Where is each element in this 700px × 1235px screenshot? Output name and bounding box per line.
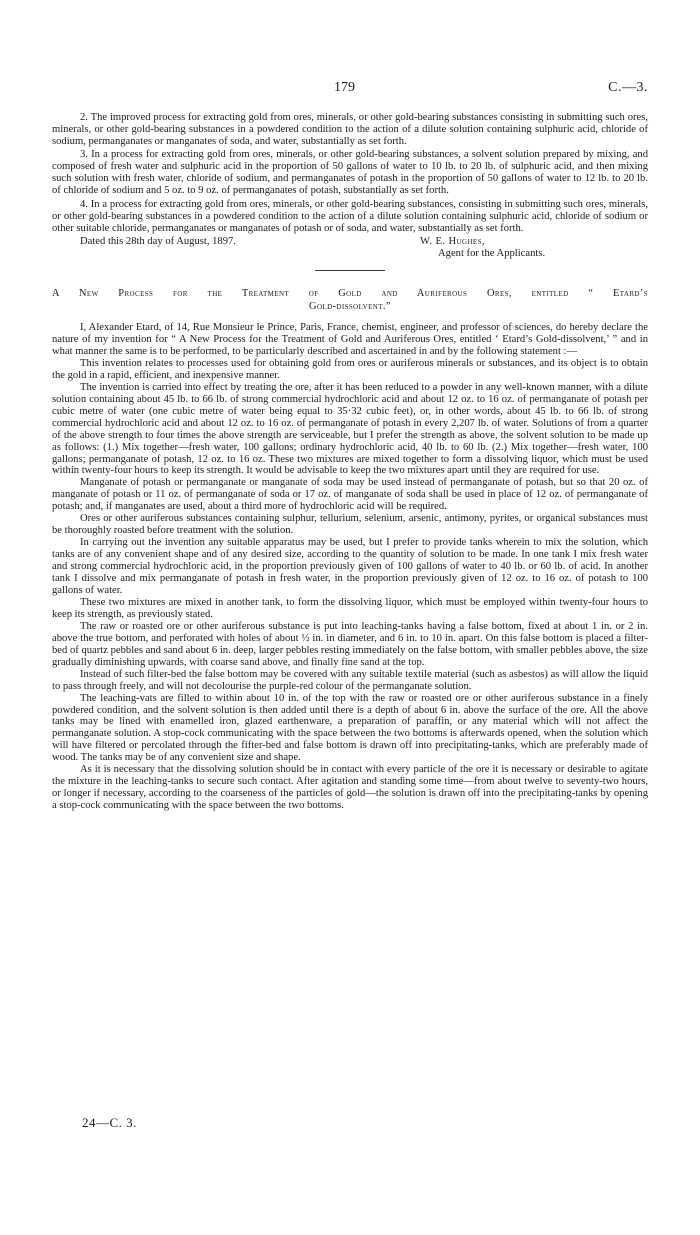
patent-claims xyxy=(52,112,648,235)
signature-block xyxy=(52,236,648,262)
paragraph-filter: Instead of such filter-bed the false bottom may be covered with any suitable textile material (such as asbestos) as will allow the liquid to pass through freely, and will not decolourise the purple-red colour of the permanganate solution. xyxy=(52,668,648,692)
section-title-line-1: A New Process for the Treatment of Gold and Auriferous Ores, entitled “ Etard’s xyxy=(52,288,648,300)
agent-name: W. E. Hughes, xyxy=(420,236,485,248)
paragraph-solution: The invention is carried into effect by treating the ore, after it has been reduced to a powder in any well-known manner, with a dilute solution containing about 45 lb. to 66 lb. of strong commercial hydrochloric acid and about 12 oz. to 16 oz. of permanganate of potash per cubic metre of water (one cubic metre of water being equal to 35·32 cubic feet), or, in other words, about 45 lb. to 66 lb. of strong commercial hydrochloric acid and about 12 oz. to 16 oz. of permanganate of potash in every 2,207 lb. of water. Solutions of from a quarter of the above strength to four times the above strength are serviceable, but I prefer the strength as above, the solvent solution to be made up as follows: (1.) Mix together—fresh water, 100 gallons; ordinary hydrochloric acid, 40 lb. to 60 lb. (2.) Mix together—fresh water, 100 gallons; permanganate of potash, 12 oz. to 16 oz. These two mixtures are mixed together to form a dissolving liquor, which must be used within twenty-four hours to keep its strength. It would be advisable to keep the two mixtures apart until they are required for use. xyxy=(52,381,648,477)
paragraph-leaching-vats: The leaching-vats are filled to within about 10 in. of the top with the raw or roasted ore or other auriferous substance in a finely powdered condition, and the solvent solution is then added until there is a depth of about 6 in. above the surface of the ore. All the above tanks may be lined with enamelled iron, glazed earthenware, a preparation of paraffin, or any material which will not affect the permanganate solution. A stop-cock communicating with the space between the two bottoms is afterwards opened, when the solution which will have filtered or percolated through the fifter-bed and false bottom is drawn off into precipitating-tanks, which are preferably made of wood. The tanks may be of any convenient size and shape. xyxy=(52,692,648,764)
section-divider xyxy=(315,270,385,271)
section-title-line-2: Gold-dissolvent.” xyxy=(309,301,391,313)
signature-mark: 24—C. 3. xyxy=(82,1115,137,1130)
page-content xyxy=(52,112,648,812)
agent-title: Agent for the Applicants. xyxy=(438,248,546,260)
claim-4: 4. In a process for extracting gold from ores, minerals, or other gold-bearing substances, consisting in submitting such ores, minerals, or other gold-bearing substances in a powdered condition to the action of a dilute solution containing sulphuric acid, chloride of sodium or other suitable chloride, permanganates or manganates of potash or of soda, and water, substantially as set forth. xyxy=(52,198,648,234)
document-reference: C.—3. xyxy=(608,80,648,95)
dated-line: Dated this 28th day of August, 1897. xyxy=(80,236,236,248)
page-header xyxy=(0,80,700,100)
section-title xyxy=(52,287,648,313)
page-number: 179 xyxy=(334,80,355,95)
specification-body xyxy=(52,322,648,812)
paragraph-leaching-tanks: The raw or roasted ore or other auriferous substance is put into leaching-tanks having a false bottom, fixed at about 1 in. or 2 in. above the true bottom, and perforated with holes of about ½ in. in diameter, and 6 in. to 10 in. apart. On this false bottom is placed a filter-bed of quartz pebbles and sand about 6 in. deep, larger pebbles resting immediately on the false bottom, with smaller pebbles above, the size gradually diminishing upwards, with coarse sand above, and finally fine sand at the top. xyxy=(52,620,648,668)
claim-3: 3. In a process for extracting gold from ores, minerals, or other gold-bearing substances, a solvent solution prepared by mixing, and composed of fresh water and sulphuric acid in the proportion of 50 gallons of water to 10 lb. to 20 lb. of sulphuric acid, and then mixing such solution with fresh water, chloride of sodium, and permanganates of potash in the proportion of 50 gallons of water to 12 lb. to 20 lb. of chloride of sodium and 5 oz. to 9 oz. of permanganates of potash, substantially as set forth. xyxy=(52,149,648,197)
paragraph-roasting: Ores or other auriferous substances containing sulphur, tellurium, selenium, arsenic, antimony, pyrites, or organical substances must be thoroughly roasted before treatment with the solution. xyxy=(52,513,648,537)
paragraph-apparatus: In carrying out the invention any suitable apparatus may be used, but I prefer to provide tanks wherein to mix the solution, which tanks are of any convenient shape and of any desired size, according to the quantity of solution to be made. In one tank I mix fresh water and strong commercial hydrochloric acid, in the proportion previously given of 100 gallons of water to 40 lb. or 60 lb. of acid. In another tank I dissolve and mix permanganate of potash in fresh water, in the proportion previously given of 12 oz. to 16 oz. of potash to 100 gallons of water. xyxy=(52,537,648,596)
paragraph-manganate: Manganate of potash or permanganate or manganate of soda may be used instead of permanganate of potash, but so that 20 oz. of manganate of potash or 11 oz. of permanganate of soda or 17 oz. of manganate of soda shall be used in place of 12 oz. of permanganate of potash; and, if manganates are used, about a third more of hydrochloric acid will be required. xyxy=(52,477,648,513)
paragraph-declaration: I, Alexander Etard, of 14, Rue Monsieur le Prince, Paris, France, chemist, engineer, and professor of sciences, do hereby declare the nature of my invention for “ A New Process for the Treatment of Gold and Auriferous Ores, entitled ‘ Etard’s Gold-dissolvent,’ ” and in what manner the same is to be performed, to be particularly described and ascertained in and by the following statement :— xyxy=(52,322,648,357)
paragraph-mixing: These two mixtures are mixed in another tank, to form the dissolving liquor, which must be employed within twenty-four hours to keep its strength, as previously stated. xyxy=(52,596,648,620)
claim-2: 2. The improved process for extracting gold from ores, minerals, or other gold-bearing substances consisting in submitting such ores, minerals, or other gold-bearing substances in a powdered condition to the action of a dilute solution containing sulphuric acid, chloride of sodium, permanganates or manganates of soda, and water, substantially as set forth. xyxy=(52,112,648,147)
paragraph-object: This invention relates to processes used for obtaining gold from ores or auriferous minerals or substances, and its object is to obtain the gold in a rapid, efficient, and inexpensive manner. xyxy=(52,357,648,381)
paragraph-agitation: As it is necessary that the dissolving solution should be in contact with every particle of the ore it is necessary or desirable to agitate the mixture in the leaching-tanks to secure such contact. After agitation and standing some time—from about twelve to seventy-two hours, or longer if necessary, according to the coarseness of the particles of gold—the solution is drawn off into the precipitating-tanks by opening a stop-cock communicating with the space between the two bottoms. xyxy=(52,764,648,812)
